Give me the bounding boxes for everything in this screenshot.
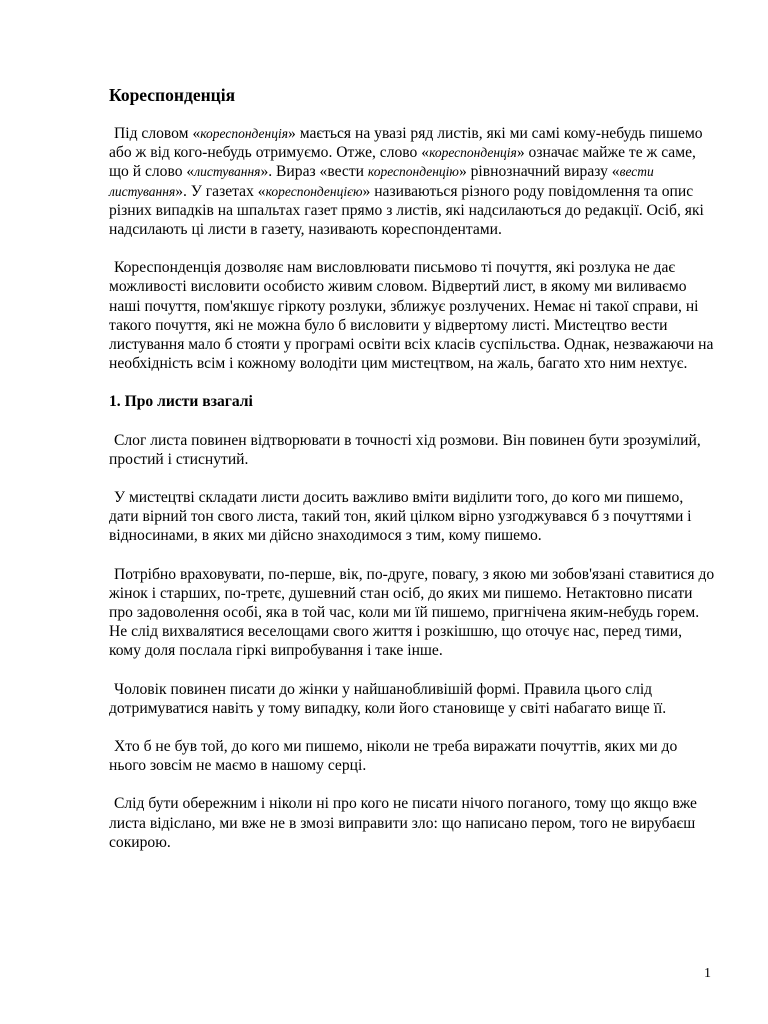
section-heading: 1. Про листи взагалі xyxy=(109,393,253,411)
italic-term: кореспонденція xyxy=(200,126,289,141)
paragraph-man-to-woman: Чоловік повинен писати до жінки у найшанобливішій формі. Правила цього слід дотримуватися навіть у тому випадку, коли його становище у світі набагато вище її. xyxy=(109,680,667,717)
paragraph-sincerity: Хто б не був той, до кого ми пишемо, ніколи не треба виражати почуттів, яких ми до нього зовсім не маємо в нашому серці. xyxy=(109,738,678,775)
italic-term: кореспонденція xyxy=(429,145,517,161)
paragraph-intro xyxy=(109,124,715,239)
italic-term: вести листування xyxy=(109,164,654,199)
document-body xyxy=(109,84,715,871)
text-run: » означає майже те ж саме, що й слово « xyxy=(109,144,696,181)
text-run: » мається на увазі ряд листів, які ми самі кому-небудь пишемо або ж від кого-небудь отримуємо. Отже, слово « xyxy=(109,125,703,162)
document-title: Кореспонденція xyxy=(109,85,236,105)
text-run: ». У газетах « xyxy=(175,182,266,200)
paragraph-caution: Слід бути обережним і ніколи ні про кого не писати нічого поганого, тому що якщо вже листа відіслано, ми вже не в змозі виправити зло: що написано пером, того не вирубаєш сокирою. xyxy=(109,795,697,851)
text-run: Під словом « xyxy=(114,125,201,142)
paragraph-style: Слог листа повинен відтворювати в точності хід розмови. Він повинен бути зрозумілий, простий і стиснутий. xyxy=(109,431,701,468)
paragraph-considerations: Потрібно враховувати, по-перше, вік, по-друге, повагу, з якою ми зобов'язані ставитися до жінок і старших, по-третє, душевний стан осіб, до яких ми пишемо. Нетактовно писати про задоволення особі, яка в той час, коли ми їй пишемо, пригнічена яким-небудь горем. Не слід вихвалятися веселощами свого життя і розкішшю, що оточує нас, перед тими, кому доля послала гіркі випробування і таке інше. xyxy=(109,565,715,660)
paragraph-tone: У мистецтві складати листи досить важливо вміти виділити того, до кого ми пишемо, дати вірний тон свого листа, такий тон, який цілком вірно узгоджувався б з почуттями і відносинами, в яких ми дійсно знаходимося з тим, кому пишемо. xyxy=(109,489,692,545)
italic-term: кореспонденцію xyxy=(367,164,459,180)
paragraph-correspondence-purpose: Кореспонденція дозволяє нам висловлювати письмово ті почуття, які розлука не дає можливості висловити особисто живим словом. Відвертий лист, в якому ми виливаємо наші почуття, пом'якшує гіркоту розлуки, зближує розлучених. Немає ні такої справи, ні такого почуття, які не можна було б висловити у відвертому листі. Мистецтво вести листування мало б стояти у програмі освіти всіх класів суспільства. Однак, незважаючи на необхідність всім і кожному володіти цим мистецтвом, на жаль, багато хто ним нехтує. xyxy=(109,259,714,373)
text-run: » називаються різного роду повідомлення та опис різних випадків на шпальтах газет прямо з листів, які надсилаються до редакції. Осіб, які надсилають ці листи в газету, називають кореспондентами. xyxy=(109,182,704,239)
italic-term: кореспонденцією xyxy=(265,183,363,199)
page-number: 1 xyxy=(704,966,711,981)
italic-term: листування xyxy=(194,164,261,180)
text-run: ». Вираз «вести xyxy=(260,163,368,181)
text-run: » рівнозначний виразу « xyxy=(458,163,620,181)
